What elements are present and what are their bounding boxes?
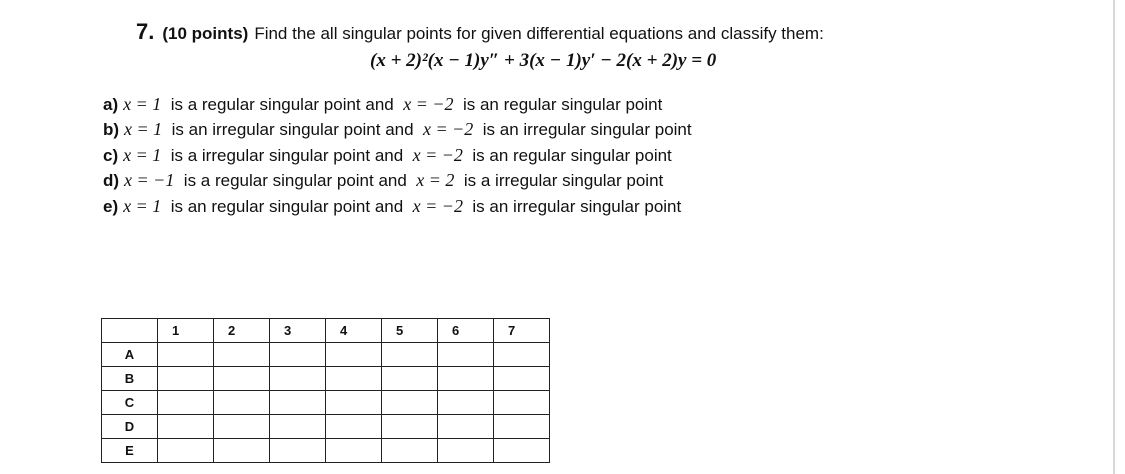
grid-row bbox=[102, 415, 550, 439]
grid-column-header: 5 bbox=[382, 319, 438, 343]
grid-cell bbox=[326, 343, 382, 367]
grid-column-header: 3 bbox=[270, 319, 326, 343]
answer-grid bbox=[101, 318, 550, 463]
grid-cell bbox=[438, 439, 494, 463]
option-text-1: is a regular singular point and bbox=[183, 171, 407, 191]
grid-row-label: A bbox=[102, 343, 158, 367]
option-value-1: x = 1 bbox=[123, 195, 162, 216]
grid-cell bbox=[494, 367, 550, 391]
grid-cell bbox=[438, 367, 494, 391]
option-text-2: is an irregular singular point bbox=[472, 196, 682, 216]
grid-cell bbox=[270, 343, 326, 367]
grid-cell bbox=[158, 391, 214, 415]
grid-cell bbox=[158, 343, 214, 367]
grid-cell bbox=[494, 343, 550, 367]
grid-cell bbox=[382, 391, 438, 415]
grid-row bbox=[102, 367, 550, 391]
page-edge-rule bbox=[1113, 0, 1115, 474]
grid-corner-cell bbox=[102, 319, 158, 343]
grid-column-header: 7 bbox=[494, 319, 550, 343]
option-text-1: is a regular singular point and bbox=[170, 95, 394, 114]
grid-cell bbox=[270, 367, 326, 391]
grid-header-row bbox=[102, 319, 550, 343]
grid-cell bbox=[326, 367, 382, 391]
grid-cell bbox=[214, 367, 270, 391]
option-text-2: is an irregular singular point bbox=[482, 120, 692, 140]
option-b bbox=[103, 117, 692, 142]
grid-cell bbox=[438, 391, 494, 415]
grid-cell bbox=[326, 439, 382, 463]
option-value-2: x = −2 bbox=[412, 195, 463, 216]
option-c bbox=[103, 143, 692, 168]
grid-cell bbox=[214, 439, 270, 463]
option-text-1: is an regular singular point and bbox=[170, 196, 404, 216]
option-letter: a) bbox=[103, 95, 119, 114]
option-text-2: is an regular singular point bbox=[472, 145, 672, 165]
grid-cell bbox=[326, 415, 382, 439]
question-prompt: Find the all singular points for given differential equations and classify them: bbox=[254, 24, 824, 43]
grid-cell bbox=[382, 343, 438, 367]
grid-cell bbox=[382, 415, 438, 439]
grid-cell bbox=[158, 415, 214, 439]
grid-row-label: D bbox=[102, 415, 158, 439]
option-letter: c) bbox=[103, 145, 119, 165]
grid-cell bbox=[214, 343, 270, 367]
grid-cell bbox=[158, 439, 214, 463]
question-number: 7. bbox=[136, 19, 155, 44]
grid-cell bbox=[270, 415, 326, 439]
answer-options bbox=[103, 92, 692, 219]
question-7 bbox=[136, 18, 1036, 48]
option-letter: b) bbox=[103, 120, 120, 140]
option-value-2: x = −2 bbox=[423, 119, 474, 140]
grid-column-header: 6 bbox=[438, 319, 494, 343]
grid-cell bbox=[382, 439, 438, 463]
option-e bbox=[103, 194, 692, 219]
option-letter: d) bbox=[103, 171, 120, 191]
option-value-1: x = −1 bbox=[124, 170, 175, 191]
question-points: (10 points) bbox=[162, 24, 249, 43]
grid-cell bbox=[270, 439, 326, 463]
option-d bbox=[103, 168, 692, 193]
grid-cell bbox=[214, 391, 270, 415]
option-text-1: is an irregular singular point and bbox=[171, 120, 414, 140]
grid-row bbox=[102, 391, 550, 415]
grid-cell bbox=[158, 367, 214, 391]
option-text-2: is a irregular singular point bbox=[463, 171, 664, 191]
grid-cell bbox=[438, 415, 494, 439]
option-value-2: x = −2 bbox=[403, 94, 454, 114]
option-value-1: x = 1 bbox=[124, 119, 163, 140]
grid-column-header: 4 bbox=[326, 319, 382, 343]
grid-cell bbox=[494, 391, 550, 415]
grid-cell bbox=[494, 439, 550, 463]
grid-column-header: 2 bbox=[214, 319, 270, 343]
grid-row-label: C bbox=[102, 391, 158, 415]
option-a bbox=[103, 92, 692, 117]
option-value-1: x = 1 bbox=[123, 94, 162, 114]
option-text-1: is a irregular singular point and bbox=[170, 145, 404, 165]
option-value-2: x = 2 bbox=[416, 170, 455, 191]
grid-cell bbox=[270, 391, 326, 415]
grid-row-label: B bbox=[102, 367, 158, 391]
grid-row bbox=[102, 343, 550, 367]
option-text-2: is an regular singular point bbox=[462, 95, 663, 114]
grid-cell bbox=[214, 415, 270, 439]
grid-cell bbox=[494, 415, 550, 439]
differential-equation: (x + 2)²(x − 1)y″ + 3(x − 1)y′ − 2(x + 2)y = 0 bbox=[370, 50, 717, 71]
grid-cell bbox=[326, 391, 382, 415]
option-letter: e) bbox=[103, 196, 119, 216]
question-header bbox=[136, 18, 1036, 48]
grid-cell bbox=[382, 367, 438, 391]
grid-cell bbox=[438, 343, 494, 367]
option-value-2: x = −2 bbox=[412, 144, 463, 165]
grid-row bbox=[102, 439, 550, 463]
grid-column-header: 1 bbox=[158, 319, 214, 343]
grid-row-label: E bbox=[102, 439, 158, 463]
option-value-1: x = 1 bbox=[123, 144, 162, 165]
